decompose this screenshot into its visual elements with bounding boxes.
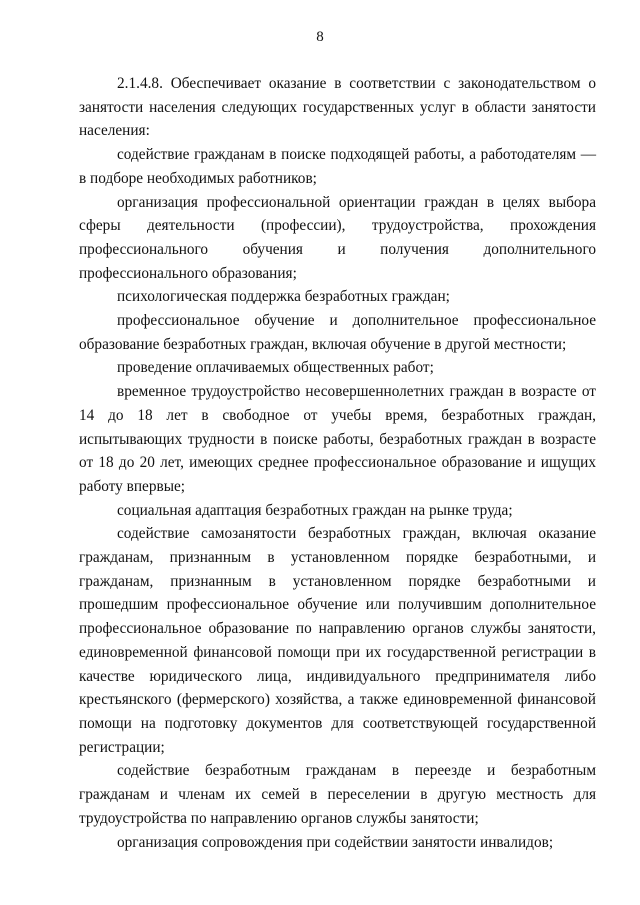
paragraph-social-adaptation: социальная адаптация безработных граждан на рынке труда; [117,501,513,519]
paragraph-career-guidance: организация профессиональной ориентации граждан в целях выбора сферы деятельности (профессии), трудоустройства, прохождения профессионального обучения и получения дополнительного профессионального образования; [79,193,596,282]
paragraph-job-search: содействие гражданам в поиске подходящей работы, а работодателям — в подборе необходимых работников; [79,146,596,187]
paragraph-public-works: проведение оплачиваемых общественных работ; [117,359,434,377]
page-number: 8 [316,29,324,45]
paragraph-temporary-employment: временное трудоустройство несовершеннолетних граждан в возрасте от 14 до 18 лет в свободное от учебы время, безработных граждан, испытывающих трудности в поиске работы, безработных граждан в возрасте от 18 до 20 лет, имеющих среднее профессиональное образование и ищущих работу впервые; [79,383,596,495]
paragraph-psychological-support: психологическая поддержка безработных граждан; [117,288,450,306]
paragraph-intro: 2.1.4.8. Обеспечивает оказание в соответствии с законодательством о занятости населения следующих государственных услуг в области занятости населения: [79,75,596,140]
paragraph-relocation: содействие безработным гражданам в переезде и безработным гражданам и членам их семей в переселении в другую местность для трудоустройства по направлению органов службы занятости; [79,762,596,827]
paragraph-disability-support: организация сопровождения при содействии занятости инвалидов; [117,833,554,851]
paragraph-professional-training: профессиональное обучение и дополнительное профессиональное образование безработных граждан, включая обучение в другой местности; [79,312,596,353]
document-body [79,72,596,854]
paragraph-self-employment: содействие самозанятости безработных граждан, включая оказание гражданам, признанным в установленном порядке безработными, и гражданам, признанным в установленном порядке безработными и прошедшим профессиональное обучение или получившим дополнительное профессиональное образование по направлению органов службы занятости, единовременной финансовой помощи при их государственной регистрации в качестве юридического лица, индивидуального предпринимателя либо крестьянского (фермерского) хозяйства, а также единовременной финансовой помощи на подготовку документов для соответствующей государственной регистрации; [79,525,596,756]
